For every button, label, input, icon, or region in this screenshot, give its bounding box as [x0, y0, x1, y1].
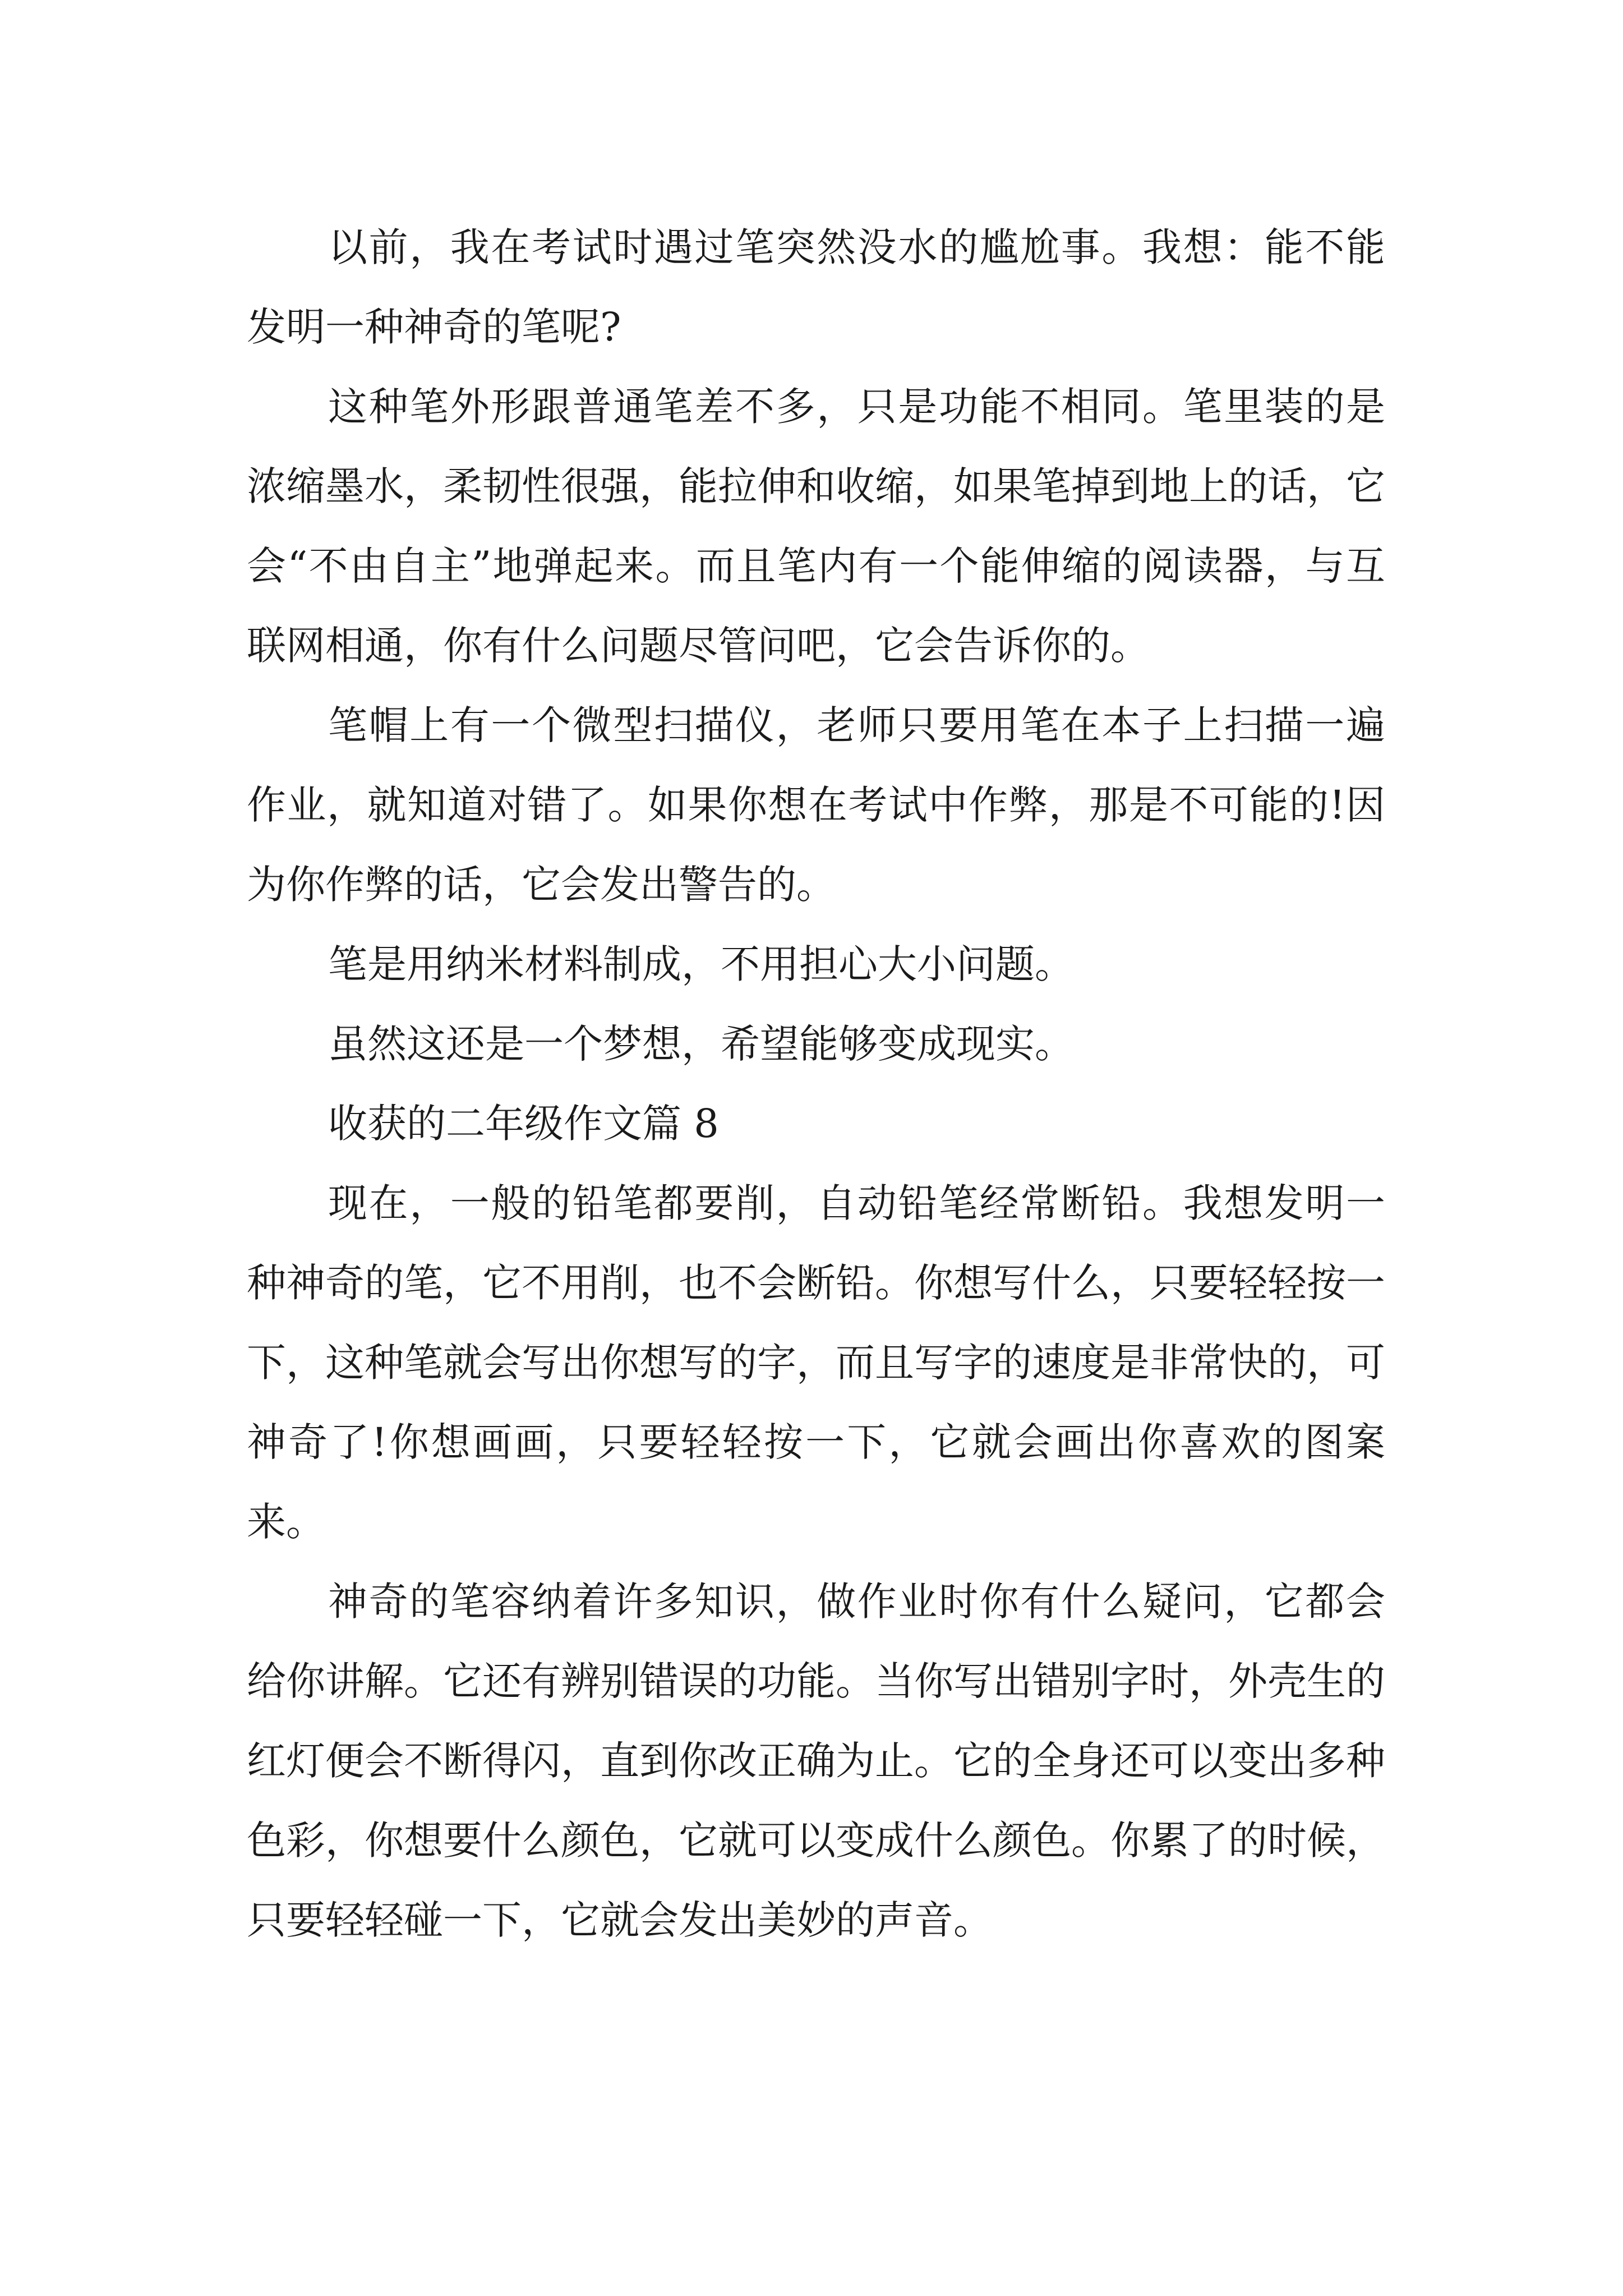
- paragraph-3: 笔帽上有一个微型扫描仪，老师只要用笔在本子上扫描一遍作业，就知道对错了。如果你想在考试中作弊，那是不可能的!因为你作弊的话，它会发出警告的。: [247, 702, 1385, 908]
- paragraph-6: 现在，一般的铅笔都要削，自动铅笔经常断铅。我想发明一种神奇的笔，它不用削，也不会断铅。你想写什么，只要轻轻按一下，这种笔就会写出你想写的字，而且写字的速度是非常快的，可神奇了!你想画画，只要轻轻按一下，它就会画出你喜欢的图案来。: [247, 1180, 1385, 1545]
- paragraph-2: 这种笔外形跟普通笔差不多，只是功能不相同。笔里装的是浓缩墨水，柔韧性很强，能拉伸和收缩，如果笔掉到地上的话，它会“不由自主”地弹起来。而且笔内有一个能伸缩的阅读器，与互联网相通，你有什么问题尽管问吧，它会告诉你的。: [247, 384, 1385, 669]
- document-body: [247, 208, 1385, 1960]
- paragraph-7: 神奇的笔容纳着许多知识，做作业时你有什么疑问，它都会给你讲解。它还有辨别错误的功能。当你写出错别字时，外壳生的红灯便会不断得闪，直到你改正确为止。它的全身还可以变出多种色彩，你想要什么颜色，它就可以变成什么颜色。你累了的时候，只要轻轻碰一下，它就会发出美妙的声音。: [247, 1579, 1385, 1943]
- paragraph-1: 以前，我在考试时遇过笔突然没水的尴尬事。我想：能不能发明一种神奇的笔呢?: [247, 224, 1385, 350]
- paragraph-4: 笔是用纳米材料制成，不用担心大小问题。: [328, 941, 1074, 987]
- section-heading: 收获的二年级作文篇 8: [328, 1101, 719, 1147]
- paragraph-5: 虽然这还是一个梦想，希望能够变成现实。: [328, 1021, 1074, 1067]
